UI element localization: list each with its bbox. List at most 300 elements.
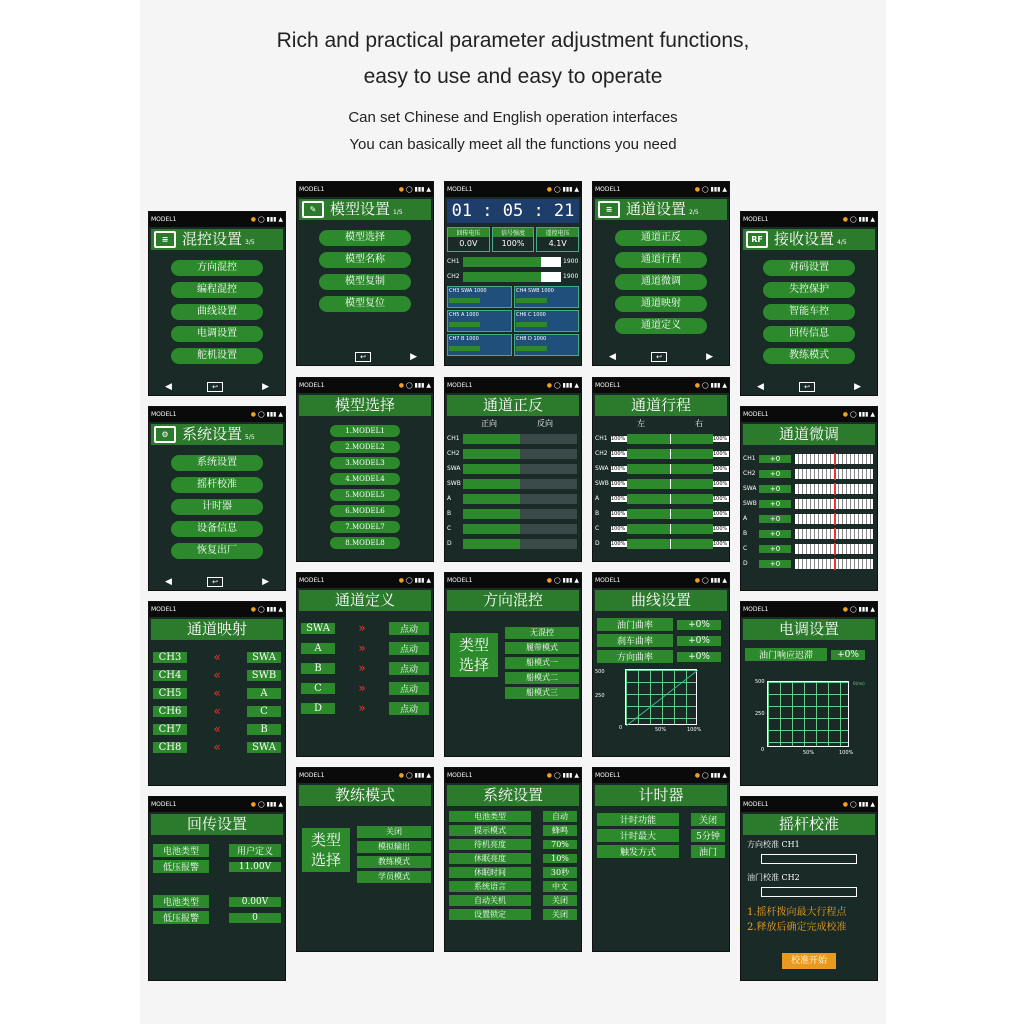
lock-icon: ●: [842, 606, 849, 613]
rf-icon: RF: [746, 231, 768, 248]
screen-sys-menu: [148, 406, 286, 591]
signal-icon: ▲: [574, 382, 579, 389]
status-bar: [149, 602, 285, 617]
trim-row[interactable]: CH1 +0: [741, 451, 877, 466]
menu-item[interactable]: 智能车控: [763, 304, 855, 320]
menu-item[interactable]: 舵机设置: [171, 348, 263, 364]
prev-arrow-icon[interactable]: ◀: [165, 382, 172, 392]
status-icons: ● ◯ ▮▮▮ ▲: [694, 772, 727, 779]
system-setting[interactable]: 设置锁定 关闭: [445, 909, 581, 920]
telemetry-cell: 信号强度 100%: [492, 227, 535, 252]
trim-row[interactable]: A +0: [741, 511, 877, 526]
lock-icon: ●: [250, 411, 257, 418]
travel-row[interactable]: C 100% 100%: [595, 525, 728, 532]
lock-icon: ●: [694, 577, 701, 584]
system-setting[interactable]: 待机亮度 70%: [445, 839, 581, 850]
channel-bar: CH2 1900: [447, 273, 579, 280]
back-icon[interactable]: ↩: [207, 382, 223, 392]
headline-1: Rich and practical parameter adjustment functions,: [276, 29, 750, 52]
menu-item[interactable]: 通道正反: [615, 230, 707, 246]
lock-icon: ●: [250, 606, 257, 613]
battery-icon: ▮▮▮: [266, 606, 277, 613]
menu-item[interactable]: 对码设置: [763, 260, 855, 276]
menu-item[interactable]: 恢复出厂: [171, 543, 263, 559]
status-icons: ● ◯ ▮▮▮ ▲: [250, 606, 283, 613]
screen-title: 回传设置: [151, 814, 283, 835]
reverse-row[interactable]: D: [445, 536, 581, 551]
screen-title: 通道正反: [447, 395, 579, 416]
menu-item[interactable]: 通道映射: [615, 296, 707, 312]
status-bar: [445, 378, 581, 393]
prev-arrow-icon[interactable]: ◀: [757, 382, 764, 392]
status-bar: [297, 768, 433, 783]
status-icons: ● ◯ ▮▮▮ ▲: [694, 186, 727, 193]
signal-icon: ▲: [574, 772, 579, 779]
trainer-option[interactable]: 关闭: [357, 826, 431, 838]
telemetry-setting[interactable]: 电池类型 用户定义: [149, 844, 285, 857]
mapping-row[interactable]: CH4 « SWB: [149, 668, 285, 682]
trim-row[interactable]: SWB +0: [741, 496, 877, 511]
telemetry-cell: 回传电压 0.0V: [447, 227, 490, 252]
model-name: MODEL1: [595, 186, 621, 193]
telemetry-cell: 遥控电压 4.1V: [536, 227, 579, 252]
model-item[interactable]: 3.MODEL3: [330, 457, 400, 469]
telemetry-setting[interactable]: 低压报警 11.00V: [149, 860, 285, 873]
status-icons: ● ◯ ▮▮▮ ▲: [842, 606, 875, 613]
status-bar: [593, 378, 729, 393]
telemetry-setting[interactable]: 低压报警 0: [149, 911, 285, 924]
arrow-right-icon: »: [358, 621, 366, 635]
screen-model-menu: [296, 181, 434, 366]
back-icon[interactable]: ↩: [355, 352, 371, 362]
lock-icon: ●: [842, 216, 849, 223]
timer-setting[interactable]: 计时最大 5分钟: [593, 829, 729, 842]
lock-icon: ●: [842, 801, 849, 808]
status-icons: ● ◯ ▮▮▮ ▲: [694, 577, 727, 584]
screen-title: 电调设置: [743, 619, 875, 640]
menu-item[interactable]: 失控保护: [763, 282, 855, 298]
screen-sys-settings: [444, 767, 582, 952]
travel-row[interactable]: SWB 100% 100%: [595, 480, 728, 487]
next-arrow-icon[interactable]: ▶: [410, 352, 417, 362]
status-bar: [741, 797, 877, 812]
trainer-option[interactable]: 模拟输出: [357, 841, 431, 853]
prev-arrow-icon[interactable]: ◀: [609, 352, 616, 362]
battery-icon: ▮▮▮: [858, 216, 869, 223]
lock-icon: ●: [398, 772, 405, 779]
signal-icon: ▲: [722, 382, 727, 389]
telemetry-setting[interactable]: 电池类型 0.00V: [149, 895, 285, 908]
status-icons: ● ◯ ▮▮▮ ▲: [546, 382, 579, 389]
system-setting[interactable]: 提示模式 蜂鸣: [445, 825, 581, 836]
trim-row[interactable]: C +0: [741, 541, 877, 556]
travel-row[interactable]: D 100% 100%: [595, 540, 728, 547]
trim-row[interactable]: SWA +0: [741, 481, 877, 496]
arrow-right-icon: »: [358, 641, 366, 655]
timer-display: 01 : 05 : 21: [447, 199, 579, 223]
screen-home: [444, 181, 582, 366]
lock-icon: ●: [842, 411, 849, 418]
model-item[interactable]: 7.MODEL7: [330, 521, 400, 533]
lock-icon: ●: [546, 186, 553, 193]
nav-bar: [149, 576, 285, 588]
sliders-icon: ≡: [154, 231, 176, 248]
mapping-row[interactable]: CH6 « C: [149, 704, 285, 718]
screen-model-select: [296, 377, 434, 562]
headline-2: easy to use and easy to operate: [363, 65, 663, 88]
screen-esc: MODEL1 ● ◯ ▮▮▮ ▲ 电调设置 油门响应迟滞 +0% 500 250 0 0(ms) 50% 100%: [740, 601, 878, 786]
define-row[interactable]: B » 点动: [297, 661, 433, 675]
battery-icon: ▮▮▮: [414, 772, 425, 779]
screen-title: 模型选择: [299, 395, 431, 416]
arrow-left-icon: «: [213, 686, 221, 700]
battery-icon: ▮▮▮: [710, 382, 721, 389]
nav-bar: [741, 381, 877, 393]
signal-icon: ▲: [278, 801, 283, 808]
model-name: MODEL1: [151, 216, 177, 223]
lock-icon: ●: [398, 577, 405, 584]
model-name: MODEL1: [447, 577, 473, 584]
travel-row[interactable]: CH1 100% 100%: [595, 435, 728, 442]
model-item[interactable]: 2.MODEL2: [330, 441, 400, 453]
arrow-left-icon: «: [213, 668, 221, 682]
status-bar: [593, 768, 729, 783]
status-bar: [445, 573, 581, 588]
signal-icon: ▲: [870, 411, 875, 418]
back-icon[interactable]: ↩: [207, 577, 223, 587]
lock-icon: ●: [694, 186, 701, 193]
status-bar: [297, 378, 433, 393]
model-name: MODEL1: [151, 411, 177, 418]
signal-icon: ▲: [278, 216, 283, 223]
signal-icon: ▲: [278, 411, 283, 418]
screen-title: 通道定义: [299, 590, 431, 611]
battery-icon: ▮▮▮: [858, 801, 869, 808]
model-name: MODEL1: [595, 772, 621, 779]
channel-bar: CH1 1900: [447, 258, 579, 265]
reverse-row[interactable]: SWB: [445, 476, 581, 491]
battery-icon: ▮▮▮: [858, 411, 869, 418]
next-arrow-icon[interactable]: ▶: [854, 382, 861, 392]
status-icons: ● ◯ ▮▮▮ ▲: [546, 186, 579, 193]
esc-graph: [767, 681, 849, 747]
screen-timer: [592, 767, 730, 952]
travel-row[interactable]: SWA 100% 100%: [595, 465, 728, 472]
trim-row[interactable]: D +0: [741, 556, 877, 571]
signal-icon: ▲: [870, 606, 875, 613]
menu-item[interactable]: 回传信息: [763, 326, 855, 342]
aux-channel: CH5 A 1000: [447, 310, 512, 332]
mapping-row[interactable]: CH3 « SWA: [149, 650, 285, 664]
lock-icon: ●: [694, 772, 701, 779]
calibrate-start-button[interactable]: 校准开始: [782, 953, 836, 969]
screen-telemetry: [148, 796, 286, 981]
signal-icon: ▲: [722, 186, 727, 193]
menu-item[interactable]: 模型名称: [319, 252, 411, 268]
battery-icon: ▮▮▮: [710, 186, 721, 193]
aux-channel: CH3 SWA 1000: [447, 286, 512, 308]
model-name: MODEL1: [595, 382, 621, 389]
screen-title: ≡ 混控设置 3/5: [151, 229, 283, 250]
arrow-left-icon: «: [213, 722, 221, 736]
signal-icon: ▲: [574, 186, 579, 193]
menu-item[interactable]: 教练模式: [763, 348, 855, 364]
screen-curve: MODEL1 ● ◯ ▮▮▮ ▲ 曲线设置 油门曲率 +0% 刹车曲率 +0% 方向曲率 +0% 500 250 0 50% 100%: [592, 572, 730, 757]
arrow-right-icon: »: [358, 681, 366, 695]
battery-icon: ▮▮▮: [562, 186, 573, 193]
status-bar: [741, 407, 877, 422]
lock-icon: ●: [398, 382, 405, 389]
screen-title: RF 接收设置 4/5: [743, 229, 875, 250]
system-setting[interactable]: 系统语言 中文: [445, 881, 581, 892]
timer-setting[interactable]: 计时功能 关闭: [593, 813, 729, 826]
battery-icon: ▮▮▮: [710, 577, 721, 584]
status-icons: ● ◯ ▮▮▮ ▲: [842, 411, 875, 418]
trim-row[interactable]: B +0: [741, 526, 877, 541]
screen-trim: [740, 406, 878, 591]
arrow-right-icon: »: [358, 661, 366, 675]
model-name: MODEL1: [447, 772, 473, 779]
model-name: MODEL1: [299, 382, 325, 389]
status-icons: ● ◯ ▮▮▮ ▲: [842, 216, 875, 223]
status-icons: ● ◯ ▮▮▮ ▲: [398, 186, 431, 193]
lock-icon: ●: [250, 216, 257, 223]
aux-channel: CH7 B 1000: [447, 334, 512, 356]
aux-channel: CH8 D 1000: [514, 334, 579, 356]
model-item[interactable]: 1.MODEL1: [330, 425, 400, 437]
system-setting[interactable]: 电池类型 自动: [445, 811, 581, 822]
menu-item[interactable]: 曲线设置: [171, 304, 263, 320]
status-bar: [741, 212, 877, 227]
battery-icon: ▮▮▮: [562, 772, 573, 779]
settings-icon: ⚙: [154, 426, 176, 443]
curve-row[interactable]: 刹车曲率 +0%: [593, 634, 729, 647]
system-setting[interactable]: 休眠时间 30秒: [445, 867, 581, 878]
menu-item[interactable]: 模型复位: [319, 296, 411, 312]
lock-icon: ●: [694, 382, 701, 389]
reverse-row[interactable]: CH2: [445, 446, 581, 461]
define-row[interactable]: SWA » 点动: [297, 621, 433, 635]
status-icons: ● ◯ ▮▮▮ ▲: [694, 382, 727, 389]
signal-icon: ▲: [426, 382, 431, 389]
battery-icon: ▮▮▮: [266, 411, 277, 418]
lock-icon: ●: [546, 772, 553, 779]
lock-icon: ●: [546, 382, 553, 389]
system-setting[interactable]: 休眠亮度 10%: [445, 853, 581, 864]
screen-title: 系统设置: [447, 785, 579, 806]
reverse-row[interactable]: A: [445, 491, 581, 506]
trim-row[interactable]: CH2 +0: [741, 466, 877, 481]
aux-channel: CH6 C 1000: [514, 310, 579, 332]
signal-icon: ▲: [722, 772, 727, 779]
curve-graph: [625, 669, 697, 725]
model-name: MODEL1: [151, 606, 177, 613]
battery-icon: ▮▮▮: [266, 216, 277, 223]
reverse-row[interactable]: B: [445, 506, 581, 521]
nav-bar: [297, 351, 433, 363]
next-arrow-icon[interactable]: ▶: [706, 352, 713, 362]
status-icons: ● ◯ ▮▮▮ ▲: [398, 772, 431, 779]
model-name: MODEL1: [151, 801, 177, 808]
model-item[interactable]: 4.MODEL4: [330, 473, 400, 485]
subline-2: You can basically meet all the functions you need: [349, 136, 677, 153]
arrow-left-icon: «: [213, 704, 221, 718]
screen-rx-menu: [740, 211, 878, 396]
mix-type-option[interactable]: 无混控: [505, 627, 579, 639]
status-bar: [149, 797, 285, 812]
menu-item[interactable]: 系统设置: [171, 455, 263, 471]
model-name: MODEL1: [299, 186, 325, 193]
menu-item[interactable]: 电调设置: [171, 326, 263, 342]
throttle-calibration-bar: [761, 887, 857, 897]
signal-icon: ▲: [426, 577, 431, 584]
screen-title: 通道映射: [151, 619, 283, 640]
status-bar: [593, 182, 729, 197]
define-row[interactable]: A » 点动: [297, 641, 433, 655]
model-item[interactable]: 8.MODEL8: [330, 537, 400, 549]
mix-type-option[interactable]: 船模式二: [505, 672, 579, 684]
timer-setting[interactable]: 触发方式 油门: [593, 845, 729, 858]
model-name: MODEL1: [743, 801, 769, 808]
screen-title: 曲线设置: [595, 590, 727, 611]
prev-arrow-icon[interactable]: ◀: [165, 577, 172, 587]
edit-icon: ✎: [302, 201, 324, 218]
battery-icon: ▮▮▮: [414, 577, 425, 584]
screen-title: 教练模式: [299, 785, 431, 806]
menu-item[interactable]: 编程混控: [171, 282, 263, 298]
mapping-row[interactable]: CH7 « B: [149, 722, 285, 736]
system-setting[interactable]: 自动关机 关闭: [445, 895, 581, 906]
signal-icon: ▲: [870, 216, 875, 223]
screen-title: 摇杆校准: [743, 814, 875, 835]
signal-icon: ▲: [278, 606, 283, 613]
menu-item[interactable]: 摇杆校准: [171, 477, 263, 493]
model-name: MODEL1: [743, 411, 769, 418]
mapping-row[interactable]: CH5 « A: [149, 686, 285, 700]
back-icon[interactable]: ↩: [799, 382, 815, 392]
signal-icon: ▲: [574, 577, 579, 584]
aux-channel: CH4 SWB 1000: [514, 286, 579, 308]
screen-mix-menu: [148, 211, 286, 396]
model-name: MODEL1: [743, 606, 769, 613]
model-name: MODEL1: [299, 772, 325, 779]
model-item[interactable]: 6.MODEL6: [330, 505, 400, 517]
status-icons: ● ◯ ▮▮▮ ▲: [250, 411, 283, 418]
status-icons: ● ◯ ▮▮▮ ▲: [250, 216, 283, 223]
status-bar: [445, 768, 581, 783]
battery-icon: ▮▮▮: [562, 577, 573, 584]
steering-calibration-bar: [761, 854, 857, 864]
curve-row[interactable]: 方向曲率 +0%: [593, 650, 729, 663]
reverse-row[interactable]: SWA: [445, 461, 581, 476]
nav-bar: [149, 381, 285, 393]
status-bar: [297, 573, 433, 588]
next-arrow-icon[interactable]: ▶: [262, 382, 269, 392]
battery-icon: ▮▮▮: [414, 382, 425, 389]
signal-icon: ▲: [722, 577, 727, 584]
screen-title: ⚙ 系统设置 5/5: [151, 424, 283, 445]
status-bar: [297, 182, 433, 197]
status-icons: ● ◯ ▮▮▮ ▲: [398, 382, 431, 389]
model-name: MODEL1: [299, 577, 325, 584]
menu-item[interactable]: 方向混控: [171, 260, 263, 276]
screen-title: 计时器: [595, 785, 727, 806]
status-icons: ● ◯ ▮▮▮ ▲: [250, 801, 283, 808]
screen-define: [296, 572, 434, 757]
model-item[interactable]: 5.MODEL5: [330, 489, 400, 501]
esc-row[interactable]: 油门响应迟滞 +0%: [741, 648, 877, 661]
status-icons: ● ◯ ▮▮▮ ▲: [546, 772, 579, 779]
screen-title: ≡ 通道设置 2/5: [595, 199, 727, 220]
define-row[interactable]: D » 点动: [297, 701, 433, 715]
back-icon[interactable]: ↩: [651, 352, 667, 362]
screen-travel: MODEL1 ● ◯ ▮▮▮ ▲ 通道行程 左 右 CH1 100% 100% CH2 100% 100% SWA 100% 100% SWB 100% 100% A 100% 100% B 100% 100% C 100% 100% D 100% 100%: [592, 377, 730, 562]
travel-row[interactable]: B 100% 100%: [595, 510, 728, 517]
menu-item[interactable]: 通道定义: [615, 318, 707, 334]
reverse-row[interactable]: C: [445, 521, 581, 536]
arrow-right-icon: »: [358, 701, 366, 715]
channel-icon: ≡: [598, 201, 620, 218]
status-icons: ● ◯ ▮▮▮ ▲: [842, 801, 875, 808]
screen-title: 方向混控: [447, 590, 579, 611]
menu-item[interactable]: 通道行程: [615, 252, 707, 268]
menu-item[interactable]: 计时器: [171, 499, 263, 515]
battery-icon: ▮▮▮: [266, 801, 277, 808]
mapping-row[interactable]: CH8 « SWA: [149, 740, 285, 754]
lock-icon: ●: [546, 577, 553, 584]
lock-icon: ●: [250, 801, 257, 808]
mix-type-option[interactable]: 履带模式: [505, 642, 579, 654]
telemetry-row: [445, 225, 581, 254]
status-bar: [445, 182, 581, 197]
model-name: MODEL1: [447, 186, 473, 193]
menu-item[interactable]: 通道微调: [615, 274, 707, 290]
status-bar: [741, 602, 877, 617]
curve-row[interactable]: 油门曲率 +0%: [593, 618, 729, 631]
status-bar: [149, 407, 285, 422]
signal-icon: ▲: [426, 186, 431, 193]
status-icons: ● ◯ ▮▮▮ ▲: [398, 577, 431, 584]
trainer-option[interactable]: 学员模式: [357, 871, 431, 883]
screen-trainer: MODEL1 ● ◯ ▮▮▮ ▲ 教练模式 类型选择 关闭 模拟输出 教练模式 学员模式: [296, 767, 434, 952]
arrow-left-icon: «: [213, 740, 221, 754]
trainer-option[interactable]: 教练模式: [357, 856, 431, 868]
menu-item[interactable]: 设备信息: [171, 521, 263, 537]
status-bar: [593, 573, 729, 588]
arrow-left-icon: «: [213, 650, 221, 664]
travel-row[interactable]: CH2 100% 100%: [595, 450, 728, 457]
battery-icon: ▮▮▮: [710, 772, 721, 779]
define-row[interactable]: C » 点动: [297, 681, 433, 695]
screen-calibration: MODEL1 ● ◯ ▮▮▮ ▲ 摇杆校准 方向校准 CH1 油门校准 CH2 1.摇杆拨向最大行程点 2.释放后确定完成校准 校准开始: [740, 796, 878, 981]
menu-item[interactable]: 模型复制: [319, 274, 411, 290]
travel-row[interactable]: A 100% 100%: [595, 495, 728, 502]
battery-icon: ▮▮▮: [858, 606, 869, 613]
screen-channel-menu: [592, 181, 730, 366]
mix-type-option[interactable]: 船模式三: [505, 687, 579, 699]
screen-dir-mix: MODEL1 ● ◯ ▮▮▮ ▲ 方向混控 类型选择 无混控 履带模式 船模式一 船模式二 船模式三: [444, 572, 582, 757]
screen-mapping: [148, 601, 286, 786]
signal-icon: ▲: [870, 801, 875, 808]
screen-title: 通道微调: [743, 424, 875, 445]
screen-title: 通道行程: [595, 395, 727, 416]
reverse-row[interactable]: CH1: [445, 431, 581, 446]
lock-icon: ●: [398, 186, 405, 193]
mix-type-option[interactable]: 船模式一: [505, 657, 579, 669]
next-arrow-icon[interactable]: ▶: [262, 577, 269, 587]
subline-1: Can set Chinese and English operation interfaces: [348, 109, 678, 126]
menu-item[interactable]: 模型选择: [319, 230, 411, 246]
